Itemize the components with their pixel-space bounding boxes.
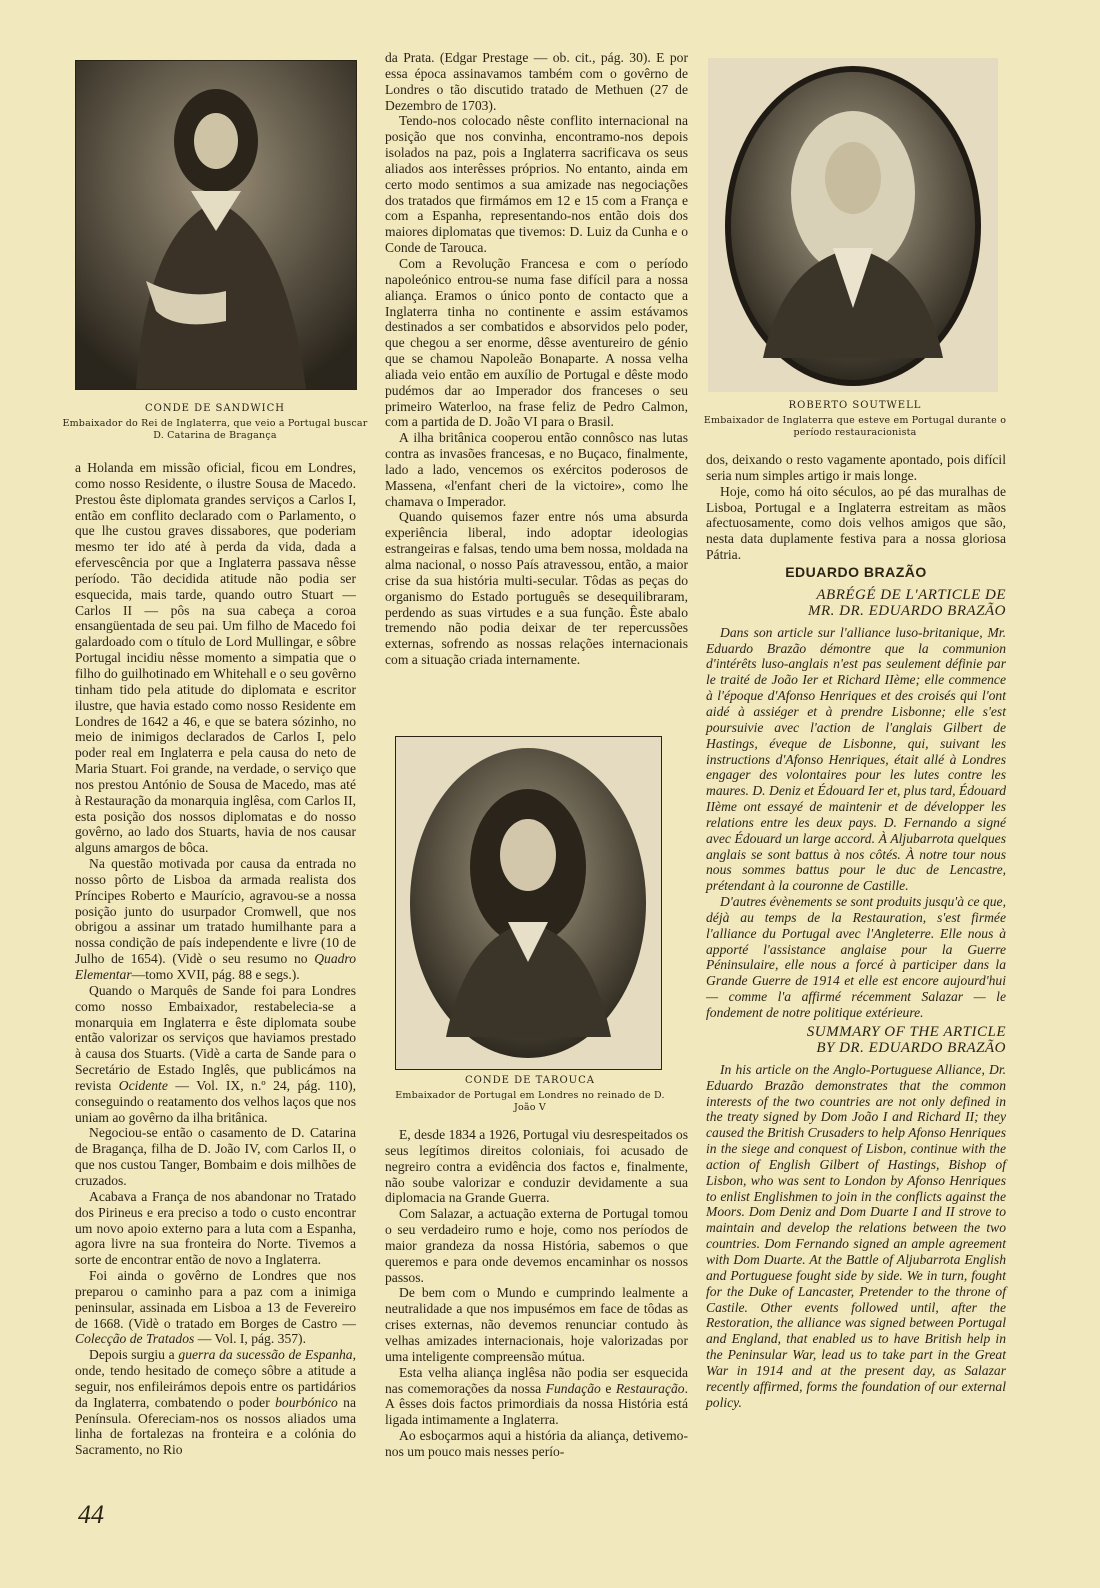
text-run: , onde, tendo hesitado de começo sôbre a atitude a seguir, nos enfileirámos depois entre os partidários da Inglaterra, combatendo o poder	[75, 1347, 356, 1410]
text-run: — Vol. I, pág. 357).	[194, 1331, 306, 1347]
caption-name: CONDE DE TAROUCA	[465, 1075, 595, 1086]
text-run: Depois surgiu a	[89, 1347, 179, 1363]
english-summary-heading	[706, 1024, 1006, 1056]
paragraph	[706, 625, 1006, 894]
paragraph	[385, 1285, 688, 1364]
text-run: A ilha britânica cooperou então connôsco nas lutas contra as invasões francesas, e no Buçaco, finalmente, lado a lado, vencemos os exércitos poderosos de Massena, «l'enfant cheri de la victoire», como lhe chamava o Imperador.	[385, 430, 688, 509]
italic-text: Colecção de Tratados	[75, 1331, 195, 1347]
text-run: a Holanda em missão oficial, ficou em Londres, como nosso Residente, o ilustre Sousa de Macedo. Prestou êste diplomata grandes serviços a Carlos I, então em conflito declarado com o Parlamento, o que lhe custou graves dissabores, que poderiam mesmo ter ido até à perda da vida, dada a efervescência por que a Inglaterra passava nêsse período. Tão decidida atitude não podia ser esquecida, mais tarde, quando outro Stuart — Carlos II — pôs na sua cabeça a coroa ensangüentada de seu pai. Um filho de Macedo foi galardoado com o título de Lord Mullingar, e sôbre Portugal incidiu nêsse momento a simpatia que o filho do guilhotinado em Whitehall e o seu govêrno tinham tido pela atitude do diplomata e escritor ilustre, que havia estado como nosso Residente em Londres de 1642 a 46, e que se batera sózinho, no meio de inimigos declarados de Carlos I, pelo poder real em Inglaterra e pela causa do neto de Maria Stuart. Foi grande, na verdade, o serviço que nos prestou António de Sousa de Macedo, mas até à Restauração da monarquia inglêsa, com Carlos II, esta posição dos nossos diplomatas e do nosso govêrno, ao lado dos Stuarts, havia de nos causar alguns amargos de bôca.	[75, 460, 356, 856]
middle-column-text-top	[385, 50, 688, 668]
text-run: Esta velha aliança inglêsa não podia ser esquecida nas comemorações da nossa	[385, 1364, 688, 1396]
paragraph	[706, 484, 1006, 563]
italic-text: Restauração	[615, 1380, 685, 1396]
left-column-text	[75, 460, 356, 1458]
text-run: Com a Revolução Francesa e com o período napoleónico entrou-se numa fase difícil para a nossa aliança. Eramos o único ponto de contacto que a Inglaterra tinha no continente e assim estávamos destinados a ser combatidos e absorvidos pelo poder, que chegou a ser enorme, dêsse aventureiro de génio que se chamou Napoleão Bonaparte. A nossa velha aliada veio então em auxílio de Portugal e dêste modo pudémos dar ao Imperador dos franceses o seu primeiro Waterloo, na frase feliz de Pedro Calmon, com a partida de D. João VI para o Brasil.	[385, 255, 688, 430]
caption-tarouca	[395, 1075, 665, 1114]
paragraph	[75, 460, 356, 856]
italic-text: guerra da sucessão de Espanha	[178, 1347, 353, 1363]
text-run: Hoje, como há oito séculos, ao pé das muralhas de Lisboa, Portugal e a Inglaterra estreitam as mãos afectuosamente, como dois velhos amigos que são, nesta data duplamente festiva para a nossa gloriosa Pátria.	[706, 483, 1006, 563]
italic-text: Fundação	[545, 1380, 601, 1396]
paragraph	[75, 856, 356, 983]
paragraph	[706, 1062, 1006, 1411]
portrait-tarouca-image	[396, 737, 661, 1069]
text-run: E, desde 1834 a 1926, Portugal viu desrespeitados os seus legítimos direitos coloniais, foi acusado de negreiro contra a evidência dos factos e, finalmente, não soube valorizar e conduzir devidamente a sua diplomacia na Grande Guerra.	[385, 1127, 688, 1206]
text-run: da Prata. (Edgar Prestage — ob. cit., pág. 30). E por essa época assinavamos também com o govêrno de Londres o tão discutido tratado de Methuen (27 de Dezembro de 1703).	[385, 50, 688, 113]
french-summary-heading	[706, 587, 1006, 619]
text-run: De bem com o Mundo e cumprindo lealmente a neutralidade a que nos impusémos em face de tôdas as crises externas, não devemos renunciar contudo às velhas amizades internacionais, hoje valorizadas por uma inteligente compreensão mútua.	[385, 1285, 688, 1364]
text-run: na Península. Ofereciam-nos os nossos aliados uma linha de fortalezas na fronteira e a colónia do Sacramento, no Rio	[75, 1394, 356, 1458]
italic-text: Quadro Elementar	[75, 951, 356, 982]
text-run: Negociou-se então o casamento de D. Catarina de Bragança, filha de D. João IV, com Carlos II, o que nos custou Tanger, Bombaim e dois milhões de cruzados.	[75, 1125, 356, 1188]
caption-name: ROBERTO SOUTWELL	[788, 400, 922, 411]
text-run: e	[600, 1380, 616, 1396]
paragraph	[385, 256, 688, 430]
portrait-conde-de-sandwich	[75, 60, 357, 390]
text-run: Quando quisemos fazer entre nós uma absurda experiência liberal, indo adoptar ideologias estrangeiras e falsas, tendo uma bem nossa, moldada na alma nacional, o nosso País atravessou, então, a maior crise da sua história multi-secular. Tôdas as peças do organismo do Estado português se desequilibraram, perdendo as suas virtudes e a sua função. Êste abalo tremendo não podia deixar de ter repercussões externas, sofrendo as nossas relações internacionais com a situação criada internamente.	[385, 509, 688, 668]
text-run: Ao esboçarmos aqui a história da aliança, detivemo-nos um pouco mais nesses perío-	[385, 1428, 688, 1459]
text-run: D'autres évènements se sont produits jusqu'à ce que, déjà au temps de la Restauration, s'est firmée l'alliance du Portugal avec l'Angleterre. Elle nous à apporté l'assistance anglaise pour la Guerre Péninsulaire, elle nous a forcé à participer dans la Grande Guerre de 1914 et elle est encore aujourd'hui — comme l'a affirmé récemment Salazar — le fondement de notre politique extérieure.	[706, 894, 1006, 1020]
text-run: Quando o Marquês de Sande foi para Londres como nosso Embaixador, restabelecia-se a monarquia em Inglaterra e êste diplomata soube então valorizar os serviços que haviamos prestado à causa dos Stuarts. (Vidè a carta de Sande para o Secretário de Estado Inglês, que publicámos na revista	[75, 982, 356, 1093]
french-heading-line-2: MR. DR. EDUARDO BRAZÃO	[807, 602, 1006, 619]
italic-text: Ocidente	[118, 1077, 168, 1093]
english-heading-line-2: BY DR. EDUARDO BRAZÃO	[816, 1039, 1006, 1056]
text-run: dos, deixando o resto vagamente apontado, pois difícil seria num simples artigo ir mais longe.	[706, 452, 1006, 483]
paragraph	[75, 983, 356, 1126]
paragraph	[385, 1428, 688, 1460]
caption-text: Embaixador do Rei de Inglaterra, que veio a Portugal buscar D. Catarina de Bragança	[62, 418, 368, 441]
portrait-roberto-soutwell	[708, 58, 998, 392]
portrait-soutwell-image	[708, 58, 998, 392]
caption-name: CONDE DE SANDWICH	[144, 403, 286, 414]
paragraph	[706, 452, 1006, 484]
text-run: Acabava a França de nos abandonar no Tratado dos Pirineus e era preciso a todo o custo encontrar um novo apoio externo para a luta com a Espanha, agora livre na sua fronteira do Norte. Tivemos a sorte de encontrar então de novo a Inglaterra.	[75, 1188, 356, 1268]
paragraph	[385, 1206, 688, 1285]
text-run: Dans son article sur l'alliance luso-britanique, Mr. Eduardo Brazão démontre que la communion d'intérêts luso-anglais n'est pas seulement définie par le traité de João Ier et Richard IIème; elle commence à l'époque d'Afonso Henriques et des croisés qui l'ont aidé à assiéger et à prendre Lisbonne; elle s'est poursuivie avec l'action de l'anglais Gilbert de Hastings, éveque de Lisbonne, qui, suivant les instructions d'Afonso Henriques, était allé à Londres engager des volontaires pour les lutes contre les maures. D. Deniz et Édouard Ier et, plus tard, Édouard IIème ont essayé de maintenir et de développer les relations entre les deux pays. D. Fernando a signé avec Édouard un large accord. À Aljubarrota quelques anglais se sont battus à nos côtés. À notre tour nous nous sommes battus pour le duc de Lencastre, prétendant à la couronne de Castille.	[706, 624, 1006, 894]
text-run: . A êsses dois factos primordiais da nossa História está ligada intimamente a Inglaterra.	[385, 1380, 688, 1428]
text-run: — Vol. IX, n.º 24, pág. 110), conseguindo o reatamento dos velhos laços que nos uniam ao govêrno da ilha britânica.	[75, 1077, 356, 1125]
paragraph	[385, 509, 688, 667]
french-summary-text	[706, 625, 1006, 1021]
portrait-conde-de-tarouca	[395, 736, 662, 1070]
right-column-text	[706, 452, 1006, 1410]
text-run: Com Salazar, a actuação externa de Portugal tomou o seu verdadeiro rumo e hoje, como nos períodos de maior grandeza da nossa História, sabemos o que queremos e para onde devemos encaminhar os nossos passos.	[385, 1206, 688, 1285]
french-heading-line-1: ABRÉGÉ DE L'ARTICLE DE	[816, 586, 1006, 603]
caption-sandwich	[60, 403, 370, 442]
english-summary-text	[706, 1062, 1006, 1411]
text-run: Na questão motivada por causa da entrada no nosso pôrto de Lisboa da armada realista dos Príncipes Roberto e Maurício, agravou-se a nossa posição junto do usurpador Cromwell, que nos obrigou a assinar um tratado humilhante para a nossa condição de país independente e livre (10 de Julho de 1654). (Vidè o seu resumo no	[75, 856, 356, 967]
middle-column-text-bottom	[385, 1127, 688, 1460]
paragraph	[385, 1127, 688, 1206]
paragraph	[75, 1125, 356, 1188]
portrait-sandwich-image	[76, 61, 356, 389]
text-run: In his article on the Anglo-Portuguese Alliance, Dr. Eduardo Brazão demonstrates that the common interests of the two countries are not only defined in the treaty signed by Dom João I and Richard II; they caused the British Crusaders to help Afonso Henriques in the siege and conquest of Lisbon, continue with the action of English Gilbert of Hastings, Bishop of Lisbon, who was sent to London by Afonso Henriques to enlist Englishmen to join in the conflicts against the Moors. Dom Deniz and Dom Duarte I and II strove to maintain and develop the relations between the two countries. Dom Fernando signed an ample agreement with Dom Duarte. At the Battle of Aljubarrota English and Portuguese fought side by side. We in turn, fought for the Duke of Lancaster, Pretender to the throne of Castile. Other events followed until, after the Restoration, the alliance was signed between Portugal and England, that enabled us to have British help in the Peninsular War, lead us to take part in the Great War in 1914 and at the present day, as Salazar recently affirmed, forms the foundation of our external policy.	[706, 1061, 1006, 1410]
paragraph	[706, 894, 1006, 1021]
text-run: Foi ainda o govêrno de Londres que nos preparou o caminho para a paz com a inimiga peninsular, assinada em Lisboa a 13 de Fevereiro de 1668. (Vidè o tratado em Borges de Castro —	[75, 1268, 356, 1331]
paragraph	[385, 113, 688, 256]
text-run: Tendo-nos colocado nêste conflito internacional na posição que nos convinha, encontramo-nos depois isolados na paz, pois a Inglaterra sacrificava os seus aliados aos interêsses próprios. No entanto, ainda em certo modo sentimos a sua amizade nas negociações dos tratados que firmámos em 12 e 15 com a França e com a Espanha, representando-nos então dois dos maiores diplomatas que tivemos: D. Luiz da Cunha e o Conde de Tarouca.	[385, 113, 688, 256]
caption-text: Embaixador de Portugal em Londres no reinado de D. João V	[395, 1090, 665, 1113]
page-number: 44	[78, 1500, 104, 1529]
article-author: EDUARDO BRAZÃO	[785, 563, 927, 580]
paragraph	[385, 430, 688, 509]
paragraph	[385, 1365, 688, 1428]
paragraph	[75, 1268, 356, 1347]
paragraph	[385, 50, 688, 113]
italic-text: bourbónico	[275, 1394, 338, 1410]
caption-text: Embaixador de Inglaterra que esteve em Portugal durante o período restauracionista	[703, 415, 1007, 438]
english-heading-line-1: SUMMARY OF THE ARTICLE	[806, 1023, 1006, 1040]
paragraph	[75, 1189, 356, 1268]
caption-soutwell	[700, 400, 1010, 439]
text-run: —tomo XVII, pág. 88 e segs.).	[131, 967, 300, 982]
paragraph	[75, 1347, 356, 1458]
